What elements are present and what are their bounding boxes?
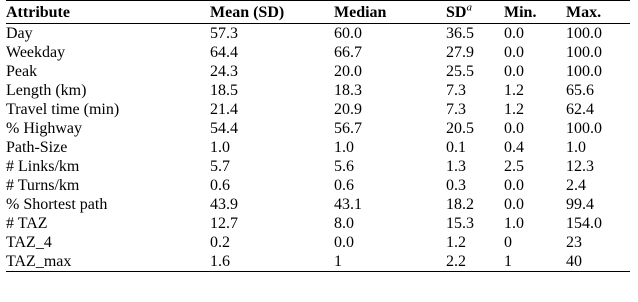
cell-attribute: TAZ_max (6, 253, 72, 270)
cell-min: 1 (504, 253, 512, 270)
cell-max: 23 (566, 234, 582, 251)
cell-max: 40 (566, 253, 582, 270)
cell-attribute: Travel time (min) (6, 101, 120, 118)
cell-mean-sd: 1.6 (210, 253, 230, 270)
cell-attribute: TAZ_4 (6, 234, 52, 251)
cell-sd: 7.3 (446, 82, 466, 99)
cell-max: 154.0 (566, 215, 602, 232)
cell-mean-sd: 24.3 (210, 63, 238, 80)
cell-min: 2.5 (504, 158, 524, 175)
cell-attribute: Path-Size (6, 139, 68, 156)
cell-max: 99.4 (566, 196, 594, 213)
cell-max: 12.3 (566, 158, 594, 175)
cell-mean-sd: 18.5 (210, 82, 238, 99)
cell-median: 66.7 (334, 44, 362, 61)
cell-min: 1.2 (504, 101, 524, 118)
cell-max: 2.4 (566, 177, 586, 194)
cell-min: 1.2 (504, 82, 524, 99)
cell-sd: 18.2 (446, 196, 474, 213)
cell-attribute: Length (km) (6, 82, 87, 99)
header-attribute-label: Attribute (6, 4, 70, 21)
cell-min: 0.0 (504, 196, 524, 213)
table-row (6, 81, 630, 100)
table-row (6, 62, 630, 81)
header-sd-footnote-marker: a (466, 1, 472, 14)
cell-sd: 27.9 (446, 44, 474, 61)
header-sd-label: SD (446, 4, 467, 21)
cell-median: 43.1 (334, 196, 362, 213)
cell-sd: 36.5 (446, 25, 474, 42)
cell-median: 18.3 (334, 82, 362, 99)
cell-median: 56.7 (334, 120, 362, 137)
cell-median: 60.0 (334, 25, 362, 42)
attribute-statistics-table (6, 0, 630, 272)
table-row (6, 195, 630, 214)
cell-sd: 1.3 (446, 158, 466, 175)
cell-median: 1.0 (334, 139, 354, 156)
cell-attribute: # TAZ (6, 215, 48, 232)
cell-mean-sd: 54.4 (210, 120, 238, 137)
cell-max: 1.0 (566, 139, 586, 156)
cell-median: 20.0 (334, 63, 362, 80)
cell-mean-sd: 57.3 (210, 25, 238, 42)
cell-sd: 2.2 (446, 253, 466, 270)
cell-attribute: # Links/km (6, 158, 80, 175)
table-row (6, 252, 630, 272)
cell-min: 0.0 (504, 120, 524, 137)
cell-min: 0.0 (504, 177, 524, 194)
cell-mean-sd: 0.2 (210, 234, 230, 251)
cell-sd: 0.3 (446, 177, 466, 194)
header-mean-sd (210, 1, 334, 24)
cell-median: 5.6 (334, 158, 354, 175)
header-min-label: Min. (504, 4, 537, 21)
cell-mean-sd: 64.4 (210, 44, 238, 61)
cell-mean-sd: 12.7 (210, 215, 238, 232)
cell-min: 0.4 (504, 139, 524, 156)
cell-min: 1.0 (504, 215, 524, 232)
cell-median: 8.0 (334, 215, 354, 232)
cell-max: 100.0 (566, 44, 602, 61)
cell-sd: 0.1 (446, 139, 466, 156)
cell-sd: 7.3 (446, 101, 466, 118)
cell-median: 20.9 (334, 101, 362, 118)
cell-mean-sd: 21.4 (210, 101, 238, 118)
cell-mean-sd: 5.7 (210, 158, 230, 175)
cell-median: 0.6 (334, 177, 354, 194)
cell-mean-sd: 0.6 (210, 177, 230, 194)
cell-max: 100.0 (566, 63, 602, 80)
cell-sd: 1.2 (446, 234, 466, 251)
cell-attribute: # Turns/km (6, 177, 80, 194)
cell-attribute: Weekday (6, 44, 66, 61)
table-row (6, 214, 630, 233)
cell-max: 100.0 (566, 25, 602, 42)
table-row (6, 157, 630, 176)
cell-sd: 15.3 (446, 215, 474, 232)
table-row (6, 43, 630, 62)
cell-mean-sd: 1.0 (210, 139, 230, 156)
cell-attribute: Day (6, 25, 33, 42)
cell-max: 100.0 (566, 120, 602, 137)
cell-mean-sd: 43.9 (210, 196, 238, 213)
table-row (6, 233, 630, 252)
cell-sd: 25.5 (446, 63, 474, 80)
cell-min: 0.0 (504, 25, 524, 42)
cell-median: 0.0 (334, 234, 354, 251)
header-max (566, 1, 630, 24)
cell-attribute: Peak (6, 63, 38, 80)
cell-attribute: % Highway (6, 120, 82, 137)
header-median-label: Median (334, 4, 387, 21)
table-row (6, 24, 630, 44)
cell-max: 62.4 (566, 101, 594, 118)
table-row (6, 176, 630, 195)
cell-min: 0 (504, 234, 512, 251)
cell-sd: 20.5 (446, 120, 474, 137)
table-body (6, 24, 630, 272)
cell-min: 0.0 (504, 44, 524, 61)
header-median (334, 1, 446, 24)
header-sd (446, 1, 504, 24)
header-attribute (6, 1, 210, 24)
table-row (6, 138, 630, 157)
header-max-label: Max. (566, 4, 602, 21)
cell-attribute: % Shortest path (6, 196, 108, 213)
header-min (504, 1, 566, 24)
header-mean-sd-label: Mean (SD) (210, 4, 285, 21)
cell-max: 65.6 (566, 82, 594, 99)
table-header (6, 1, 630, 24)
cell-min: 0.0 (504, 63, 524, 80)
table-row (6, 119, 630, 138)
table-row (6, 100, 630, 119)
header-row (6, 1, 630, 24)
cell-median: 1 (334, 253, 342, 270)
